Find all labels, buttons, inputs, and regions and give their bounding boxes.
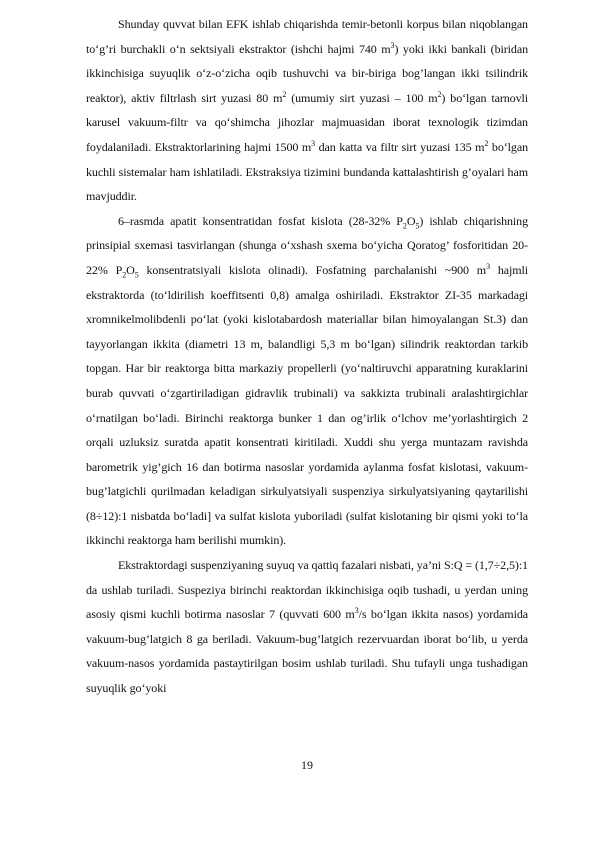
superscript: 2 xyxy=(484,138,489,148)
paragraph-process-scheme xyxy=(86,209,528,553)
text-run: O xyxy=(126,262,135,277)
superscript: 3 xyxy=(311,138,316,148)
text-run: Ekstraktordagi suspenziyaning suyuq va qattiq fazalari nisbati, ya’ni S:Q = (1,7÷2,5):1 da ushlab turiladi. Suspeziya birinchi reaktordan ikkinchisiga oqib tushadi, u yerdan uning asosiy qismi kuchli botirma nasoslar 7 (quvvati 600 m xyxy=(86,558,528,622)
superscript: 3 xyxy=(354,606,359,616)
subscript: 2 xyxy=(122,270,127,280)
superscript: 2 xyxy=(437,89,442,99)
text-run: ) ishlab chiqarishning prinsipial sxemasi tasvirlangan (shunga o‘xshash sxema bo‘yicha Qoratog’ fosforitidan 20-22% P xyxy=(86,213,529,277)
paragraph-extractor-systems xyxy=(86,12,528,209)
text-run: 6–rasmda apatit konsentratidan fosfat kislota (28-32% P xyxy=(118,213,403,228)
subscript: 2 xyxy=(402,221,407,231)
text-run: ) yoki ikki bankali (biridan ikkinchisiga suyuqlik o‘z-o‘zicha oqib tushuvchi va bir-biriga bog’langan ikki tsilindrik reaktor), aktiv filtrlash sirt yuzasi 80 m xyxy=(86,41,528,105)
superscript: 3 xyxy=(390,40,395,50)
superscript: 2 xyxy=(282,89,287,99)
text-run: (umumiy sirt yuzasi – 100 m xyxy=(286,90,438,105)
text-run: O xyxy=(406,213,416,228)
page-number: 19 xyxy=(301,758,313,772)
text-run: Shunday quvvat bilan EFK ishlab chiqarishda temir-betonli korpus bilan niqoblangan to‘g’ri burchakli o‘n sektsiyali ekstraktor (ishchi hajmi 740 m xyxy=(86,17,528,56)
text-run: /s bo‘lgan ikkita nasos) yordamida vakuum-bug’latgich 8 ga beriladi. Vakuum-bug’latgich rezervuardan iborat bo‘lib, u yerda vakuum-nasos yordamida pastaytirilgan bosim ushlab turiladi. Shu tufayli unga tushadigan suyuqlik go‘yoki xyxy=(86,607,528,696)
subscript: 5 xyxy=(134,270,139,280)
text-run: hajmli ekstraktorda (to‘ldirilish koeffitsenti 0,8) amalga oshiriladi. Ekstraktor ZI-35 markadagi xromnikelmolibdenli po‘lat (yoki kislotabardosh materiallar bilan himoyalangan St.3) dan tayyorlangan ikkita (diametri 13 m, balandligi 5,3 m bo‘lgan) silindrik reaktordan tarkib topgan. Har bir reaktorga bitta markaziy propellerli (yo‘naltiruvchi apparatning kuraklarini burab quvvati o‘zgartiriladigan gidravlik trubinali) va sakkizta trubinali aralashtirgichlar o‘rnatilgan bo‘ladi. Birinchi reaktorga bunker 1 dan og’irlik o‘lchov me’yorlashtirgich 2 orqali uzluksiz suratda apatit konsentrati kiritiladi. Xuddi shu yerga muntazam ravishda barometrik yig’gich 16 dan botirma nasoslar yordamida aylanma fosfat kislotasi, vakuum-bug’latgichli qurilmadan keladigan sirkulyatsiyali suspenziya sirkulyatsiyaning qaytarilishi (8÷12):1 nisbatda bo‘ladi] va sulfat kislota yuboriladi (sulfat kislotaning bir qismi yoki to‘la ikkinchi reaktorga ham berilishi mumkin). xyxy=(86,262,528,548)
paragraph-suspension-ratio xyxy=(86,553,528,701)
text-run: dan katta va filtr sirt yuzasi 135 m xyxy=(315,139,485,154)
text-run: ) bo‘lgan tarnovli karusel vakuum-filtr va qo‘shimcha jihozlar majmuasidan iborat texnologik tizimdan foydalaniladi. Ekstraktorlarining hajmi 1500 m xyxy=(86,90,528,154)
superscript: 3 xyxy=(486,261,490,271)
document-page xyxy=(86,12,529,772)
text-run: bo‘lgan kuchli sistemalar ham ishlatiladi. Ekstraksiya tizimini bundanda kattalashtirish g’oyalari ham mavjuddir. xyxy=(86,139,528,204)
text-run: konsentratsiyali kislota olinadi). Fosfatning parchalanishi ~900 m xyxy=(138,262,487,277)
subscript: 5 xyxy=(415,221,420,231)
